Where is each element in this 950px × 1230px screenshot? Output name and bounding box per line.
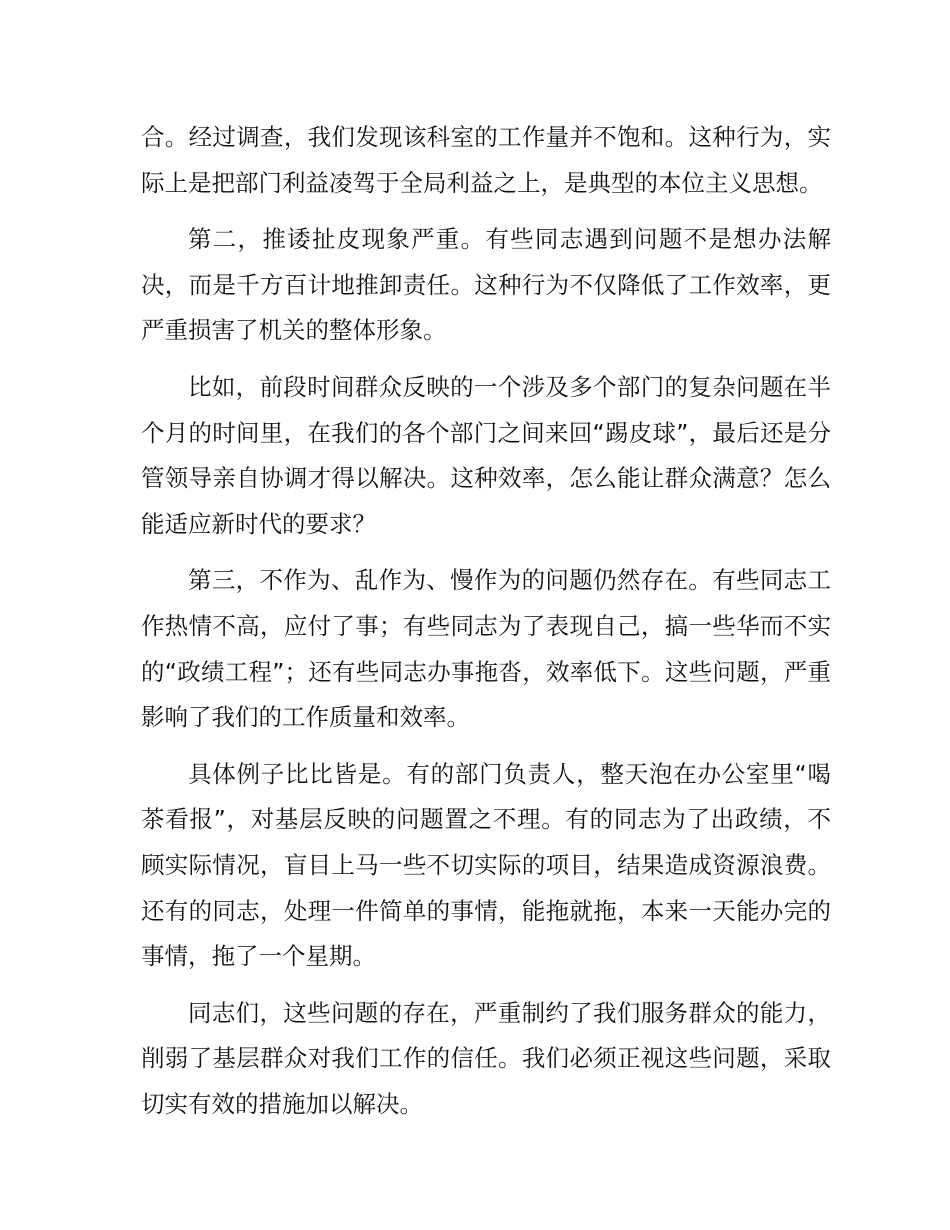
paragraph-conclusion: 同志们，这些问题的存在，严重制约了我们服务群众的能力，削弱了基层群众对我们工作的信任。我们必须正视这些问题，采取切实有效的措施加以解决。 bbox=[141, 998, 831, 1118]
paragraph-third-point: 第三，不作为、乱作为、慢作为的问题仍然存在。有些同志工作热情不高，应付了事；有些同志为了表现自己，搞一些华而不实的“政绩工程”；还有些同志办事拖沓，效率低下。这些问题，严重影响了我们的工作质量和效率。 bbox=[141, 566, 831, 732]
paragraph-second-point: 第二，推诿扯皮现象严重。有些同志遇到问题不是想办法解决，而是千方百计地推卸责任。这种行为不仅降低了工作效率，更严重损害了机关的整体形象。 bbox=[141, 225, 831, 345]
paragraph-example-kicking-ball: 比如，前段时间群众反映的一个涉及多个部门的复杂问题在半个月的时间里，在我们的各个部门之间来回“踢皮球”，最后还是分管领导亲自协调才得以解决。这种效率，怎么能让群众满意？怎么能适应新时代的要求？ bbox=[141, 372, 831, 538]
body-text bbox=[141, 115, 831, 1138]
paragraph-concrete-examples: 具体例子比比皆是。有的部门负责人，整天泡在办公室里“喝茶看报”，对基层反映的问题置之不理。有的同志为了出政绩，不顾实际情况，盲目上马一些不切实际的项目，结果造成资源浪费。还有的同志，处理一件简单的事情，能拖就拖，本来一天能办完的事情，拖了一个星期。 bbox=[141, 759, 831, 971]
paragraph-continued: 合。经过调查，我们发现该科室的工作量并不饱和。这种行为，实际上是把部门利益凌驾于全局利益之上，是典型的本位主义思想。 bbox=[141, 123, 831, 197]
